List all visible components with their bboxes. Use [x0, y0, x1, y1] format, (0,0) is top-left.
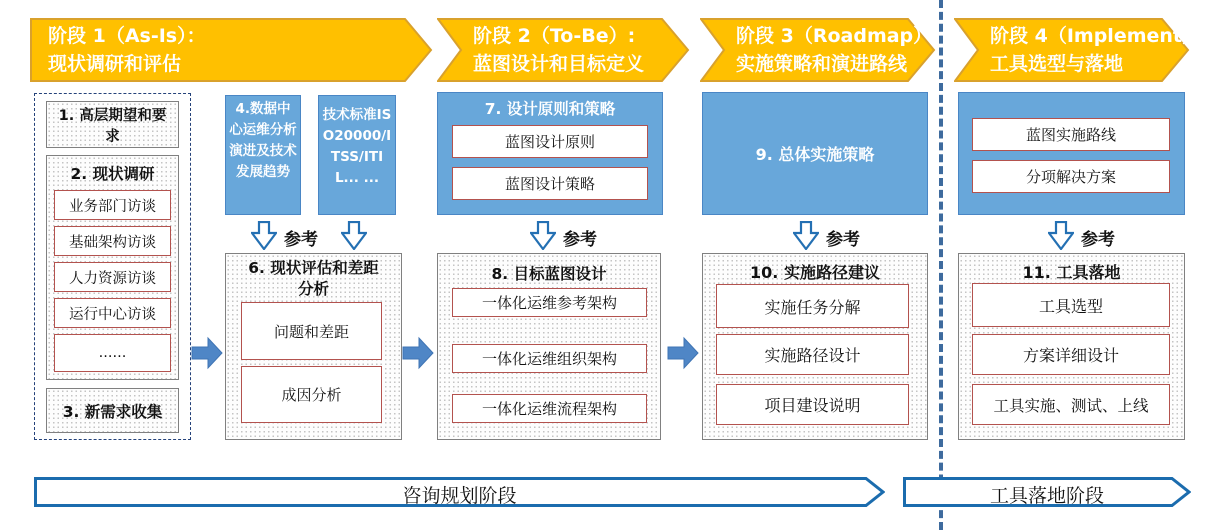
phase-4-title — [990, 22, 1209, 78]
box-new-requirements: 3. 新需求收集 — [46, 388, 179, 433]
research-item-infrastructure: 基础架构访谈 — [54, 226, 171, 256]
gap-item-problems: 问题和差距 — [241, 302, 382, 360]
implementation-path-title: 10. 实施路径建议 — [750, 263, 880, 282]
phase-1-line1: 阶段 1（As-Is）： — [48, 25, 206, 47]
current-research-title: 2. 现状调研 — [70, 165, 155, 183]
design-item-blueprint-principles: 蓝图设计原则 — [452, 125, 648, 158]
input-item-sub-solutions: 分项解决方案 — [972, 160, 1170, 193]
target-blueprint-title: 8. 目标蓝图设计 — [491, 265, 607, 283]
phase-divider-line — [939, 0, 943, 530]
reference-label: 参考 — [1081, 230, 1115, 250]
research-item-operations-center: 运行中心访谈 — [54, 298, 171, 328]
box-blueprint-inputs — [958, 92, 1185, 215]
phase-1-line2: 现状调研和评估 — [48, 53, 182, 75]
box-datacenter-trends: 4.数据中心运维分析演进及技术发展趋势 — [225, 95, 301, 215]
blueprint-item-reference-arch: 一体化运维参考架构 — [452, 288, 647, 317]
research-item-business: 业务部门访谈 — [54, 190, 171, 220]
design-item-blueprint-strategy: 蓝图设计策略 — [452, 167, 648, 200]
box-high-level-expectations: 1. 高层期望和要求 — [46, 101, 179, 148]
reference-arrow-down-icon — [1048, 221, 1074, 250]
path-item-task-breakdown: 实施任务分解 — [716, 284, 909, 328]
box-tech-standards: 技术标准ISO20000/ITSS/ITIL... ... — [318, 95, 396, 215]
reference-arrow-down-icon — [793, 221, 819, 250]
phase-1-title — [48, 22, 206, 78]
flow-arrow-right-icon — [667, 336, 699, 370]
reference-arrow-down-icon — [530, 221, 556, 250]
gap-item-root-cause: 成因分析 — [241, 366, 382, 423]
blueprint-item-org-arch: 一体化运维组织架构 — [452, 344, 647, 373]
tool-item-selection: 工具选型 — [972, 283, 1170, 327]
phase-2-line2: 蓝图设计和目标定义 — [473, 53, 645, 75]
reference-arrow-down-icon — [251, 221, 277, 250]
input-item-blueprint-roadmap: 蓝图实施路线 — [972, 118, 1170, 151]
phase-3-line1: 阶段 3（Roadmap）: — [736, 25, 940, 47]
path-item-path-design: 实施路径设计 — [716, 334, 909, 375]
research-item-hr: 人力资源访谈 — [54, 262, 171, 292]
blueprint-item-process-arch: 一体化运维流程架构 — [452, 394, 647, 423]
path-item-project-description: 项目建设说明 — [716, 384, 909, 425]
phase-2-title — [473, 22, 644, 78]
tool-item-detailed-design: 方案详细设计 — [972, 334, 1170, 375]
reference-label: 参考 — [563, 230, 597, 250]
box-overall-strategy: 9. 总体实施策略 — [702, 92, 928, 215]
design-principles-title: 7. 设计原则和策略 — [484, 100, 616, 118]
phase-4-line2: 工具选型与落地 — [990, 53, 1124, 75]
reference-label: 参考 — [284, 230, 318, 250]
assessment-gap-title: 6. 现状评估和差距分析 — [248, 259, 379, 298]
reference-label: 参考 — [826, 230, 860, 250]
flow-arrow-right-icon — [402, 336, 434, 370]
tool-item-implement-test-launch: 工具实施、测试、上线 — [972, 384, 1170, 425]
phase-2-line1: 阶段 2（To-Be）: — [473, 25, 636, 47]
research-item-more: ...... — [54, 334, 171, 372]
reference-arrow-down-icon — [341, 221, 367, 250]
phase-3-title — [736, 22, 940, 78]
tool-landing-title: 11. 工具落地 — [1022, 263, 1121, 282]
consulting-phase-label: 咨询规划阶段 — [402, 486, 517, 507]
tool-landing-phase-label: 工具落地阶段 — [989, 486, 1104, 507]
flow-arrow-right-icon — [191, 336, 223, 370]
phase-4-line1: 阶段 4（Implement）: — [990, 25, 1209, 47]
phase-3-line2: 实施策略和演进路线 — [736, 53, 908, 75]
